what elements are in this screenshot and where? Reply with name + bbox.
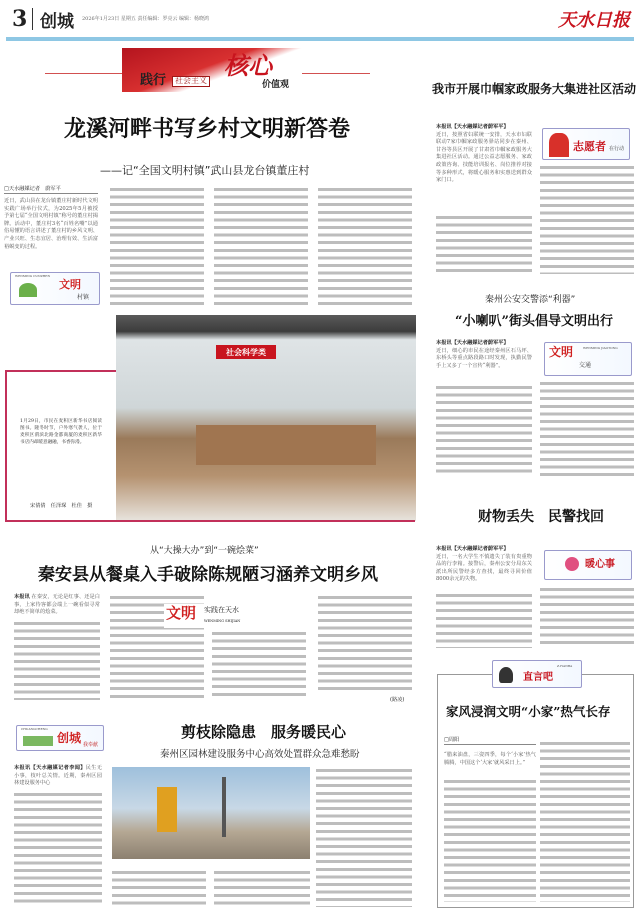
story2-title: 秦安县从餐桌入手破除陈规陋习涵养文明乡风 (38, 565, 378, 585)
right2-intro (436, 340, 532, 370)
story2-column (14, 620, 100, 700)
badge-pinyin: Z-IYANBA (557, 664, 573, 668)
story3-column (112, 869, 206, 907)
warm-heart-badge (544, 550, 632, 580)
story2-intro (14, 594, 100, 617)
right2-title: “小喇叭”街头倡导文明出行 (455, 314, 613, 329)
badge-tail: 在行动 (609, 146, 625, 152)
story2-column (318, 594, 412, 694)
lift-truck (157, 787, 177, 832)
speaker-icon (499, 667, 513, 683)
right3-title: 财物丢失 民警找回 (478, 509, 604, 525)
civilized-traffic-badge (544, 342, 632, 376)
intro-text: 在秦安，无论是红事、还是白事，上家待客都会端上一碗看似寻常却绝不简单的烩菜。 (14, 594, 100, 616)
city-icon (23, 736, 53, 746)
right2-column (540, 380, 634, 476)
story3-column (316, 767, 412, 907)
lead-column (318, 186, 412, 306)
badge-title: 志愿者 (573, 140, 606, 153)
page-number: 3 (12, 6, 28, 32)
banner-suffix: 价值观 (262, 80, 290, 90)
right1-title: 我市开展巾帼家政服务大集进社区活动 (432, 82, 637, 96)
banner-middle: 社会主义 (172, 76, 210, 87)
badge-pinyin: WENMING SHIJIAN (204, 619, 241, 623)
lead-subtitle: ——记“全国文明村镇”武山县龙台镇董庄村 (100, 164, 310, 177)
badge-pinyin: WENMING CUNZHEN (15, 274, 51, 278)
column-text (444, 778, 536, 902)
badge-title: 暖心事 (585, 559, 615, 570)
right1-intro (436, 124, 532, 185)
story3-intro (14, 765, 102, 788)
badge-tail: 村镇 (77, 294, 90, 301)
banner-core: 核心 (224, 51, 272, 80)
newspaper-logo: 天水日报 (558, 10, 630, 31)
dateline: 本报讯【天水融媒记者蔚军平】 (436, 340, 509, 346)
civilized-village-badge (10, 272, 100, 305)
badge-tail: 我奉献 (83, 742, 99, 748)
intro-text: 近日，按照省妇联统一安排，天水市妇联联动7家巾帼家政服务驿站同步在秦州、甘谷等县区开展了甘肃省巾帼家政服务大集进社区活动。通过公益志愿服务、家政政策咨询、技能培训报名、岗位推荐对接等多种形式，将暖心服务和实惠送到群众家门口。 (436, 131, 532, 184)
story3-column (214, 869, 310, 907)
photo-credit: 宋倩倩 任泽琛 杜佳 摄 (30, 503, 93, 509)
right3-intro (436, 546, 532, 584)
right1-column (540, 164, 634, 274)
banner-prefix: 践行 (140, 73, 167, 88)
tree-icon (19, 283, 37, 297)
story3-column (14, 791, 102, 905)
right2-column (436, 384, 532, 476)
photo-caption: 1月29日，市民在麦积区新华书店阅读图书。隆冬时节，户外寒气袭人，位于麦积区渭滨北路金都商厦的麦积区新华书店内却暖意融融，书香弥漫。 (20, 419, 102, 445)
badge-tail: 交通 (579, 362, 592, 369)
tree-pruning-photo (112, 767, 310, 859)
badge-pinyin: WENMING JIAOTONG (583, 346, 618, 350)
badge-title: 文明 (166, 604, 197, 622)
column-byline: □周阳 (444, 737, 536, 745)
bookstore-photo (116, 315, 416, 521)
intro-text: 近日，细心的市民在途经秦州区石马坪、东桥头等重点路段路口时发现，执勤民警手上又多了一个宣传“利器”。 (436, 347, 532, 369)
volunteer-badge (542, 128, 630, 160)
column-text (540, 740, 630, 902)
story2-credit: (路凌) (390, 697, 405, 703)
badge-title: 创城 (57, 731, 82, 745)
column-title: 家风浸润文明“小家”热气长存 (446, 704, 611, 719)
badge-tail: 实践在天水 (204, 606, 239, 614)
story2-column (212, 630, 306, 700)
right3-column (436, 592, 532, 648)
photo-sign: 社会科学类 (216, 345, 276, 359)
dateline: 本报讯【天水融媒记者蔚军平】 (436, 124, 509, 130)
practice-badge (164, 604, 272, 628)
volunteer-icon (549, 133, 569, 157)
story3-subtitle: 秦州区园林建设服务中心高效处置群众急难愁盼 (160, 749, 360, 760)
bookshelf (196, 425, 376, 465)
lead-column (214, 186, 308, 306)
dateline: 本报讯【天水融媒记者蔚军平】 (436, 546, 509, 552)
badge-title: 直言吧 (523, 672, 553, 683)
story3-title: 剪枝除隐患 服务暖民心 (181, 723, 347, 741)
divider (5, 520, 415, 522)
lead-byline: □天水融媒记者 蔚军平 (4, 186, 98, 194)
badge-title: 文明 (549, 345, 574, 359)
commentary-badge (492, 660, 582, 688)
divider (32, 8, 33, 30)
badge-pinyin: CHUANGCHENG (21, 727, 48, 731)
page-meta: 2026年1月23日 星期五 责任编辑：罗亮云 编辑：杨晓鸿 (82, 16, 210, 22)
header-bar (6, 37, 634, 41)
intro-text: 民生无小事，枝叶总关情。近期，秦州区园林建设服务中心 (14, 765, 102, 787)
lead-column (110, 186, 204, 306)
section-name: 创城 (40, 12, 74, 32)
intro-text: 近日，一名大学生不慎遗失了装有贵重物品的行李箱。接警后，秦州公安分局东关派出所民警经多方查找，最终寻回价值8000余元的失物。 (436, 553, 532, 583)
lead-intro: 近日，武山县在龙台镇董庄村新时代文明实践广场举行仪式，为2025年5月被授予第七届“全国文明村镇”称号的董庄村揭牌。活动中，董庄村3名“百姓名嘴”以通俗易懂的语言讲述了董庄村的乡风文明、产业兴旺、生态宜居、治理有效、生活富裕蜕变的过程。 (4, 198, 98, 250)
right3-column (540, 586, 634, 648)
column-intro: “腊来油盘，三姿四季，每个‘小家’热气腾腾，中国这个‘大家’就风采日上。” (444, 752, 536, 766)
right2-kicker: 秦州公安交警添“利器” (485, 295, 576, 305)
civic-badge (16, 725, 104, 751)
photo-caption-box (5, 370, 117, 522)
tree (222, 777, 226, 837)
dateline: 本报讯【天水融媒记者李闻】 (14, 765, 86, 771)
lead-title: 龙溪河畔书写乡村文明新答卷 (64, 117, 351, 142)
badge-title: 文明 (59, 278, 81, 291)
right1-column (436, 214, 532, 274)
story2-kicker: 从“大操大办”到“一碗烩菜” (150, 546, 259, 556)
dateline: 本报讯 (14, 594, 30, 600)
flower-icon (565, 557, 579, 571)
